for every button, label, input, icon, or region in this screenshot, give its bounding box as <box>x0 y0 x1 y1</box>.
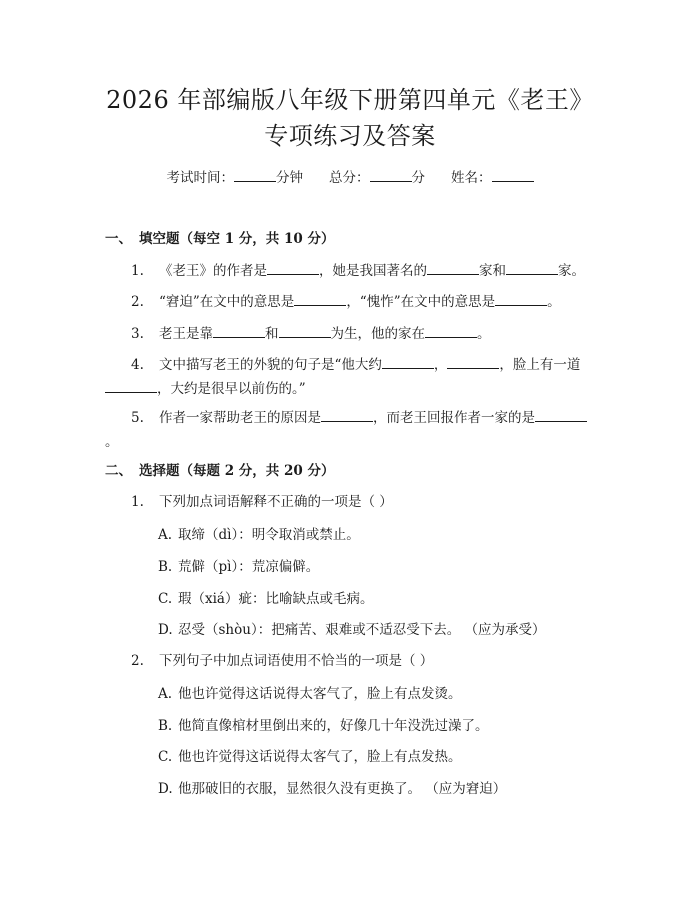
option-b: B. 荒僻（pì）：荒凉偏僻。 <box>158 559 320 575</box>
page-title: 2026 年部编版八年级下册第四单元《老王》 <box>106 86 594 114</box>
question-item: 1. 《老王》的作者是 ，她是我国著名的 家和 家。 <box>105 259 600 283</box>
option-d: D. 忍受（shòu）：把痛苦、艰难或不适忍受下去。 （应为承受） <box>158 622 546 638</box>
question-item: 3. 老王是靠 和 为生，他的家在 。 <box>105 322 600 346</box>
question-item: 2. 下列句子中加点词语使用不恰当的一项是（ ） <box>131 653 434 669</box>
section-title: 选择题（每题 2 分，共 20 分） <box>139 463 335 479</box>
question-item: 5. 作者一家帮助老王的原因是 ，而老王回报作者一家的是。 <box>105 406 600 454</box>
answer-blank <box>447 354 499 369</box>
answer-blank <box>321 407 373 422</box>
answer-blank <box>279 323 331 338</box>
time-unit: 分钟 <box>276 170 303 186</box>
answer-blank <box>425 323 477 338</box>
name-label: 姓名： <box>451 170 492 186</box>
score-label: 总分： <box>329 170 370 186</box>
question-item: 1. 下列加点词语解释不正确的一项是（ ） <box>131 494 393 510</box>
answer-blank <box>267 260 319 275</box>
question-item: 2. “窘迫”在文中的意思是 ，“愧怍”在文中的意思是 。 <box>105 290 600 314</box>
answer-blank <box>535 407 587 422</box>
time-blank <box>234 167 276 182</box>
section-title: 填空题（每空 1 分，共 10 分） <box>139 231 335 247</box>
section-fill-blank-heading <box>105 229 334 249</box>
answer-blank <box>427 260 479 275</box>
option-a: A. 他也许觉得这话说得太客气了，脸上有点发烫。 <box>158 686 462 702</box>
answer-blank <box>105 378 157 393</box>
score-blank <box>370 167 412 182</box>
answer-blank <box>506 260 558 275</box>
answer-blank <box>382 354 434 369</box>
section-number: 一、 <box>105 231 132 247</box>
exam-meta <box>0 167 700 188</box>
answer-blank <box>294 291 346 306</box>
answer-blank <box>213 323 265 338</box>
answer-blank <box>495 291 547 306</box>
option-b: B. 他简直像棺材里倒出来的，好像几十年没洗过澡了。 <box>158 718 489 734</box>
score-unit: 分 <box>411 170 425 186</box>
time-label: 考试时间： <box>166 170 234 186</box>
option-c: C. 他也许觉得这话说得太客气了，脸上有点发热。 <box>158 749 462 765</box>
section-number: 二、 <box>105 463 132 479</box>
question-item: 4. 文中描写老王的外貌的句子是“他大约 ， ，脸上有一道，大约是很早以前伤的。” <box>105 353 600 401</box>
option-c: C. 瑕（xiá）疵：比喻缺点或毛病。 <box>158 591 374 607</box>
section-choice-heading <box>105 461 334 481</box>
option-a: A. 取缔（dì）：明令取消或禁止。 <box>158 527 360 543</box>
page-subtitle: 专项练习及答案 <box>264 122 436 150</box>
option-d: D. 他那破旧的衣服，显然很久没有更换了。 （应为窘迫） <box>158 781 507 797</box>
name-blank <box>492 167 534 182</box>
